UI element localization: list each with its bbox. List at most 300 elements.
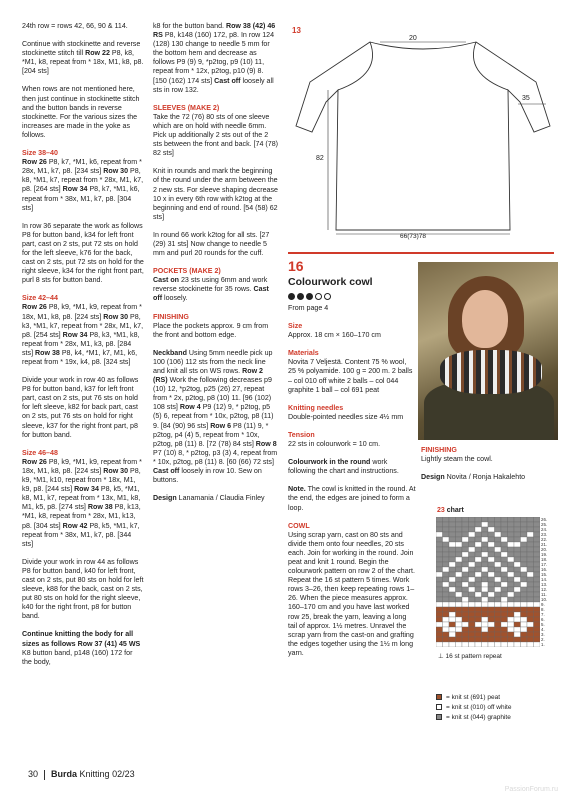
chart-cell: [501, 627, 508, 632]
legend-text: = knit st (691) peat: [446, 694, 501, 701]
chart-cell: [488, 622, 495, 627]
chart-cell: [462, 527, 469, 532]
chart-cell: [482, 562, 489, 567]
chart-legend: [436, 693, 511, 723]
chart-cell: [521, 587, 528, 592]
chart-cell: [482, 607, 489, 612]
chart-cell: [527, 642, 534, 647]
chart-cell: [456, 542, 463, 547]
chart-cell: [469, 522, 476, 527]
chart-cell: [456, 587, 463, 592]
chart-cell: [488, 617, 495, 622]
chart-cell: [495, 547, 502, 552]
chart-cell: [469, 607, 476, 612]
text-run: Divide your work in row 44 as follows P8 for button band, k40 for left front, cast on 2 sts, put 80 sts on hold for left sleeve, k88 for the back, cast on 2 sts, put 80 sts on hold for the right sleeve, k40 for the right front, p8 for button band.: [22, 557, 144, 621]
chart-cell: [443, 637, 450, 642]
chart-cell: [475, 577, 482, 582]
chart-label: [437, 507, 464, 514]
paragraph: [153, 276, 279, 303]
chart-cell: [475, 622, 482, 627]
chart-cell: [456, 617, 463, 622]
chart-cell: [508, 617, 515, 622]
chart-cell: [436, 582, 443, 587]
chart-cell: [488, 527, 495, 532]
chart-row-number: 21.: [541, 542, 548, 547]
finishing-text: Lightly steam the cowl.: [421, 455, 493, 464]
chart-cell: [436, 557, 443, 562]
chart-cell: [521, 627, 528, 632]
chart-cell: [443, 592, 450, 597]
chart-cell: [501, 582, 508, 587]
chart-cell: [482, 622, 489, 627]
chart-cell: [514, 632, 521, 637]
chart-cell: [443, 577, 450, 582]
text-run: P8, k148 (160) 172, p8. In row 124 (128) 130 change to needle 5 mm for the bottom hem and decrease as follows P9 (9) 9, *p2tog, p9 (10) 11, repeat from * 12x, p2tog, p10 (9) 8. [150 (162) 174 sts]: [153, 31, 275, 85]
chart-cell: [534, 532, 541, 537]
text-run: Row 6: [210, 421, 232, 430]
chart-cell: [469, 552, 476, 557]
chart-cell: [514, 562, 521, 567]
chart-cell: [456, 547, 463, 552]
chart-number: 23: [437, 507, 445, 514]
chart-cell: [521, 567, 528, 572]
chart-cell: [527, 582, 534, 587]
chart-cell: [482, 612, 489, 617]
chart-cell: [521, 552, 528, 557]
chart-cell: [514, 567, 521, 572]
text-run: Row 26: [22, 457, 47, 466]
chart-cell: [436, 612, 443, 617]
text-run: Row 22: [85, 49, 110, 58]
chart-cell: [469, 527, 476, 532]
chart-cell: [456, 582, 463, 587]
text-run: Work the following decreases p9 (10) 12, *p2tog, p25 (26) 27, repeat from * 2x, p2tog, p8 (10) 11. [96 (102) 108 sts]: [153, 376, 272, 412]
chart-cell: [436, 562, 443, 567]
chart-cell: [443, 572, 450, 577]
chart-cell: [482, 642, 489, 647]
chart-cell: [495, 622, 502, 627]
chart-cell: [482, 632, 489, 637]
chart-cell: [449, 607, 456, 612]
chart-cell: [534, 582, 541, 587]
chart-cell: [443, 567, 450, 572]
chart-cell: [475, 632, 482, 637]
chart-cell: [462, 642, 469, 647]
chart-cell: [514, 592, 521, 597]
chart-cell: [436, 542, 443, 547]
chart-cell: [449, 597, 456, 602]
chart-cell: [443, 627, 450, 632]
chart-cell: [527, 592, 534, 597]
chart-cell: [488, 612, 495, 617]
chart-cell: [495, 592, 502, 597]
chart-cell: [488, 607, 495, 612]
text-run: Row 34: [62, 330, 88, 339]
chart-cell: [501, 632, 508, 637]
chart-cell: [534, 607, 541, 612]
text-run: When rows are not mentioned here, then just continue in stockinette stitch and the button bands in reverse stockinette. For the various sizes the increases are made in the yoke as follows.: [22, 85, 140, 139]
chart-cell: [462, 572, 469, 577]
chart-cell: [456, 612, 463, 617]
chart-cell: [482, 592, 489, 597]
text-run: P8, k7, *M1, k6, repeat from * 38x, M1, k7, p8. [304 sts]: [22, 185, 140, 212]
chart-cell: [495, 522, 502, 527]
paragraph: [288, 440, 416, 449]
text-run: Row 30: [103, 167, 129, 176]
chart-cell: [488, 567, 495, 572]
text-run: In round 66 work k2tog for all sts. [27 (29) 31 sts] Now change to needle 5 mm and purl 20 rounds for the cuff.: [153, 230, 270, 258]
chart-row-number: 7.: [541, 612, 545, 617]
pattern-number: 16: [288, 258, 304, 274]
text-run: Row 34: [74, 485, 99, 494]
pattern-title: Colourwork cowl: [288, 276, 373, 288]
chart-cell: [469, 627, 476, 632]
chart-cell: [488, 547, 495, 552]
text-run: Neckband: [153, 348, 187, 357]
chart-cell: [488, 517, 495, 522]
chart-cell: [475, 562, 482, 567]
chart-cell: [436, 517, 443, 522]
chart-cell: [482, 582, 489, 587]
chart-cell: [527, 572, 534, 577]
chart-cell: [527, 587, 534, 592]
chart-cell: [462, 557, 469, 562]
watermark: PassionForum.ru: [504, 786, 558, 793]
chart-cell: [469, 542, 476, 547]
chart-cell: [508, 557, 515, 562]
chart-cell: [527, 602, 534, 607]
chart-cell: [527, 567, 534, 572]
chart-cell: [482, 532, 489, 537]
chart-cell: [488, 587, 495, 592]
chart-cell: [501, 567, 508, 572]
chart-cell: [488, 642, 495, 647]
chart-cell: [521, 592, 528, 597]
chart-cell: [501, 602, 508, 607]
paragraph: [22, 376, 144, 440]
chart-row-number: 23.: [541, 532, 548, 537]
chart-cell: [488, 562, 495, 567]
paragraph: [153, 22, 279, 95]
chart-cell: [501, 607, 508, 612]
chart-row-number: 17.: [541, 562, 548, 567]
paragraph: [288, 531, 416, 658]
chart-cell: [449, 542, 456, 547]
chart-cell: [443, 582, 450, 587]
chart-cell: [514, 607, 521, 612]
chart-cell: [462, 522, 469, 527]
chart-cell: [501, 552, 508, 557]
chart-cell: [508, 592, 515, 597]
chart-cell: [488, 552, 495, 557]
dim-bottom: 66(73)78: [400, 233, 427, 240]
paragraph: [22, 222, 144, 286]
chart-cell: [501, 562, 508, 567]
chart-cell: [501, 617, 508, 622]
chart-cell: [501, 592, 508, 597]
chart-cell: [436, 527, 443, 532]
chart-cell: [469, 557, 476, 562]
chart-word: chart: [446, 507, 464, 514]
chart-cell: [508, 602, 515, 607]
chart-cell: [482, 567, 489, 572]
chart-cell: [462, 532, 469, 537]
paragraph: [153, 494, 279, 503]
chart-cell: [436, 637, 443, 642]
text-run: k8 for the button band.: [153, 22, 226, 30]
chart-cell: [527, 542, 534, 547]
chart-cell: [475, 587, 482, 592]
chart-cell: [495, 562, 502, 567]
text-run: Cast on: [153, 276, 180, 285]
column-left: [22, 22, 144, 676]
chart-cell: [456, 517, 463, 522]
paragraph: [22, 558, 144, 622]
paragraph: [153, 349, 279, 485]
chart-cell: [469, 572, 476, 577]
chart-cell: [475, 572, 482, 577]
paragraph: [288, 331, 416, 340]
chart-cell: [534, 547, 541, 552]
text-run: P8, k3, *M1, k8, repeat from * 28x, M1, k3, p8. [284 sts]: [22, 330, 140, 357]
legend-swatch: [436, 694, 442, 700]
legend-swatch: [436, 714, 442, 720]
chart-cell: [495, 567, 502, 572]
chart-cell: [475, 532, 482, 537]
chart-cell: [534, 597, 541, 602]
design-text: Novita / Ronja Hakalehto: [446, 473, 526, 482]
text-run: Row 37 (41) 45 WS: [77, 639, 141, 648]
chart-cell: [521, 577, 528, 582]
chart-cell: [436, 597, 443, 602]
text-run: P8, k5, *M1, k8, M1, k7, repeat from * 13x, M1, k8, M1, k5, p8. [274 sts]: [22, 485, 141, 512]
chart-cell: [443, 552, 450, 557]
chart-cell: [449, 522, 456, 527]
chart-cell: [482, 577, 489, 582]
chart-row-number: 4.: [541, 627, 545, 632]
text-run: Approx. 18 cm × 160–170 cm: [288, 331, 381, 340]
text-run: Take the 72 (76) 80 sts of one sleeve which are on hold with needle 6mm. Pick up additionally 2 sts out of the 2 sts between the front and back. [74 (78) 82 sts]: [153, 112, 279, 158]
chart-cell: [482, 552, 489, 557]
chart-cell: [482, 597, 489, 602]
chart-cell: [475, 637, 482, 642]
chart-cell: [449, 627, 456, 632]
chart-cell: [508, 582, 515, 587]
chart-cell: [475, 552, 482, 557]
chart-cell: [495, 552, 502, 557]
chart-cell: [488, 632, 495, 637]
chart-cell: [521, 637, 528, 642]
legend-text: = knit st (044) graphite: [446, 714, 511, 721]
chart-cell: [449, 572, 456, 577]
chart-cell: [462, 517, 469, 522]
chart-cell: [475, 592, 482, 597]
chart-cell: [527, 622, 534, 627]
chart-cell: [514, 577, 521, 582]
chart-cell: [521, 607, 528, 612]
chart-cell: [514, 622, 521, 627]
legend-item: [436, 703, 511, 713]
chart-cell: [495, 627, 502, 632]
section-heading: Materials: [288, 349, 319, 358]
text-run: Double-pointed needles size 4½ mm: [288, 412, 404, 421]
chart-cell: [449, 577, 456, 582]
column-cowl: [288, 304, 416, 667]
chart-cell: [495, 572, 502, 577]
pattern-repeat: ⊥ 16 st pattern repeat: [438, 653, 502, 660]
text-run: Note.: [288, 485, 306, 494]
chart-cell: [514, 637, 521, 642]
chart-cell: [469, 577, 476, 582]
chart-cell: [456, 622, 463, 627]
text-run: Row 38: [35, 348, 60, 357]
chart-cell: [488, 522, 495, 527]
chart-cell: [534, 537, 541, 542]
paragraph: [288, 413, 416, 422]
chart-cell: [443, 587, 450, 592]
chart-cell: [501, 557, 508, 562]
chart-cell: [527, 597, 534, 602]
chart-cell: [514, 602, 521, 607]
chart-cell: [436, 572, 443, 577]
chart-cell: [475, 522, 482, 527]
chart-cell: [495, 542, 502, 547]
chart-cell: [534, 622, 541, 627]
section-heading: POCKETS (MAKE 2): [153, 267, 221, 276]
chart-cell: [482, 542, 489, 547]
chart-cell: [469, 547, 476, 552]
chart-cell: [534, 617, 541, 622]
chart-cell: [534, 632, 541, 637]
chart-cell: [501, 537, 508, 542]
paragraph: [22, 22, 144, 31]
difficulty-dot: [306, 293, 313, 300]
chart-row-number: 8.: [541, 607, 545, 612]
chart-cell: [521, 582, 528, 587]
chart-cell: [469, 592, 476, 597]
chart-row-number: 10.: [541, 597, 548, 602]
chart-cell: [521, 537, 528, 542]
chart-cell: [521, 522, 528, 527]
chart-row-number: 12.: [541, 587, 548, 592]
chart-row-numbers: [541, 517, 555, 647]
text-run: Row 30: [103, 312, 129, 321]
text-run: P7 (10) 8, * p2tog, p3 (3) 4, repeat from * 10x, p2tog, p8 (11) 8. [60 (66) 72 sts]: [153, 448, 278, 466]
chart-cell: [443, 517, 450, 522]
chart-cell: [508, 537, 515, 542]
difficulty-dot: [315, 293, 322, 300]
text-run: loosely all sts in row 132.: [153, 76, 274, 94]
chart-cell: [508, 522, 515, 527]
chart-cell: [482, 572, 489, 577]
dim-sleeve: 35: [522, 95, 530, 102]
chart-cell: [462, 537, 469, 542]
chart-cell: [514, 532, 521, 537]
chart-cell: [527, 627, 534, 632]
chart-cell: [527, 527, 534, 532]
chart-cell: [495, 577, 502, 582]
section-heading: Size 38–40: [22, 149, 58, 158]
chart-cell: [495, 527, 502, 532]
chart-cell: [527, 562, 534, 567]
chart-cell: [462, 552, 469, 557]
chart-cell: [482, 557, 489, 562]
chart-cell: [443, 602, 450, 607]
chart-cell: [462, 582, 469, 587]
chart-cell: [449, 582, 456, 587]
chart-cell: [534, 602, 541, 607]
chart-cell: [456, 562, 463, 567]
text-run: Row 2 (RS): [153, 367, 263, 385]
model-photo: [418, 262, 558, 440]
chart-cell: [488, 532, 495, 537]
chart-cell: [521, 557, 528, 562]
chart-cell: [469, 562, 476, 567]
chart-cell: [469, 587, 476, 592]
chart-cell: [436, 522, 443, 527]
chart-cell: [436, 622, 443, 627]
chart-cell: [475, 602, 482, 607]
chart-cell: [527, 637, 534, 642]
chart-cell: [521, 612, 528, 617]
chart-cell: [456, 597, 463, 602]
text-run: 23 sts using 6mm and work reverse stockinette for 35 rows.: [153, 276, 268, 294]
chart-cell: [456, 592, 463, 597]
chart-cell: [495, 617, 502, 622]
chart-cell: [488, 577, 495, 582]
chart-cell: [514, 547, 521, 552]
chart-cell: [436, 592, 443, 597]
dim-width: 20: [409, 35, 417, 42]
section-divider: [288, 252, 554, 254]
text-run: Design: [153, 494, 177, 503]
chart-cell: [495, 587, 502, 592]
chart-cell: [508, 517, 515, 522]
chart-cell: [475, 597, 482, 602]
paragraph: [22, 158, 144, 213]
chart-cell: [488, 592, 495, 597]
chart-cell: [534, 527, 541, 532]
dim-length: 82: [316, 155, 324, 162]
chart-cell: [456, 602, 463, 607]
text-run: Row 26: [22, 303, 47, 312]
chart-cell: [482, 547, 489, 552]
chart-cell: [501, 587, 508, 592]
chart-cell: [501, 547, 508, 552]
chart-cell: [436, 537, 443, 542]
chart-cell: [475, 627, 482, 632]
chart-cell: [495, 537, 502, 542]
text-run: Cast off: [214, 76, 241, 85]
chart-cell: [514, 527, 521, 532]
chart-cell: [443, 542, 450, 547]
chart-cell: [436, 577, 443, 582]
chart-cell: [475, 517, 482, 522]
chart-cell: [527, 632, 534, 637]
chart-cell: [495, 602, 502, 607]
chart-cell: [462, 567, 469, 572]
chart-cell: [456, 567, 463, 572]
text-run: Continue knitting the body for all sizes as follows: [22, 630, 134, 648]
chart-cell: [449, 632, 456, 637]
chart-cell: [527, 547, 534, 552]
chart-cell: [462, 622, 469, 627]
chart-cell: [527, 537, 534, 542]
page-footer: [28, 769, 135, 780]
chart-cell: [443, 607, 450, 612]
chart-cell: [534, 612, 541, 617]
chart-cell: [534, 627, 541, 632]
